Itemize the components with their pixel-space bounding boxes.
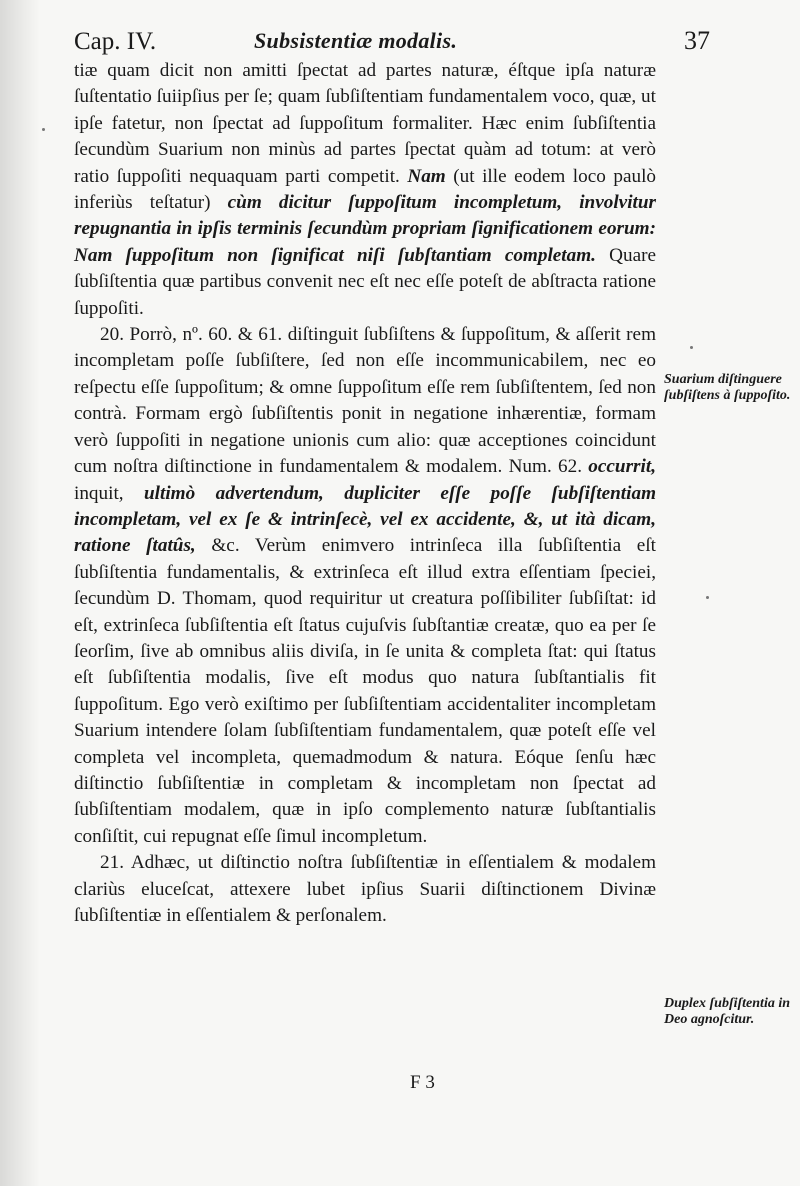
italic-run: ultimò advertendum, dupliciter eſſe poſſe ſubſiſtentiam incompletam, vel ex ſe & intrinſecè, vel ex accidente, &, ut ità dicam, ratione ſtatûs, [74,482,656,557]
text-run: (ut ille eodem loco paulò inferiùs teſtatur) [74,165,656,214]
italic-run: Nam [407,165,446,187]
paragraph-3 [74,850,656,929]
paper-speck [706,596,709,599]
text-run: 20. Porrò, nº. 60. & 61. diſtinguit ſubſiſtens & ſuppoſitum, & aſſerit rem incompletam poſſe ſubſiſtere, ſed non eſſe incommunicabilem, nec eo reſpectu eſſe ſuppoſitum; & omne ſuppoſitum eſſe rem ſubſiſtentem, ſed non contrà. Formam ergò ſubſiſtentis ponit in negatione inhærentiæ, formam verò ſuppoſiti in negatione unionis cum alio: quæ acceptiones coincidunt cum noſtra diſtinctione in fundamentalem & modalem. Num. 62. [74,324,656,478]
text-run: &c. Verùm enimvero intrinſeca illa ſubſiſtentia eſt ſubſiſtentia fundamentalis, & extrinſeca eſt illud extra eſſentiam ſpeciei, ſecundùm D. Thomam, quod requiritur ut creatura poſſibiliter ſubſiſtat: id eſt, extrinſeca ſubſiſtentia eſt ſtatus cujuſvis ſubſtantiæ creatæ, quo ea per ſe ſeorſim, ſive ab omnibus aliis diviſa, in ſe unita & completa ſtat: qui ſtatus eſt ſubſiſtentia modalis, ſive eſt modus quo natura ſubſtantialis fit ſuppoſitum. Ego verò exiſtimo per ſubſiſtentiam accidentaliter incompletam Suarium intendere ſolam ſubſiſtentiam fundamentalem, quæ poteſt eſſe vel completa vel incompleta, quemadmodum & natura. Eóque ſenſu hæc diſtinctio ſubſiſtentiæ in completam & incompletam non ſpectat ad ſubſiſtentiam modalem, quæ in ipſo complemento naturæ ſubſtantialis conſiſtit, cui repugnat eſſe ſimul incompletum. [74,535,656,847]
margin-note-2: Duplex ſubſiſtentia in Deo agnoſcitur. [664,996,791,1027]
body-text [74,58,656,929]
italic-run: occurrit, [588,456,656,478]
page-edge-shadow [0,0,40,1186]
paper-speck [42,128,45,131]
running-header [0,20,800,60]
text-run: inquit, [74,482,145,504]
text-run: Quare ſubſiſtentia quæ partibus convenit nec eſt nec eſſe poteſt de abſtracta ratione ſuppoſiti. [74,244,656,319]
paper-speck [690,346,693,349]
signature-mark: F 3 [410,1072,435,1093]
text-run: 21. Adhæc, ut diſtinctio noſtra ſubſiſtentiæ in eſſentialem & modalem clariùs eluceſcat, attexere lubet ipſius Suarii diſtinctionem Divinæ ſubſiſtentiæ in eſſentialem & perſonalem. [74,852,656,926]
italic-run: cùm dicitur ſuppoſitum incompletum, involvitur repugnantia in ipſis terminis ſecundùm propriam ſignificationem eorum: Nam ſuppoſitum non ſignificat niſi ſubſtantiam completam. [74,192,656,266]
page-number: 37 [684,26,710,55]
paragraph-1 [74,58,656,322]
chapter-label: Cap. IV. [74,28,157,55]
running-title: Subsistentiæ modalis. [254,28,458,53]
text-run: tiæ quam dicit non amitti ſpectat ad partes naturæ, éſtque ipſa naturæ ſuſtentatio ſuiipſius per ſe; quam ſubſiſtentiam fundamentalem voco, quæ, ut ipſe fatetur, non ſpectat ad ſuppoſitum formaliter. Hæc enim ſubſiſtentia ſecundùm Suarium non minùs ad partes ſpectat quàm ad totum: at verò ratio ſuppoſiti nequaquam parti competit. [74,60,656,187]
margin-note-1: Suarium diſtinguere ſubſiſtens à ſuppoſito. [664,372,791,403]
paragraph-2 [74,322,656,850]
page-footer [0,1072,800,1102]
